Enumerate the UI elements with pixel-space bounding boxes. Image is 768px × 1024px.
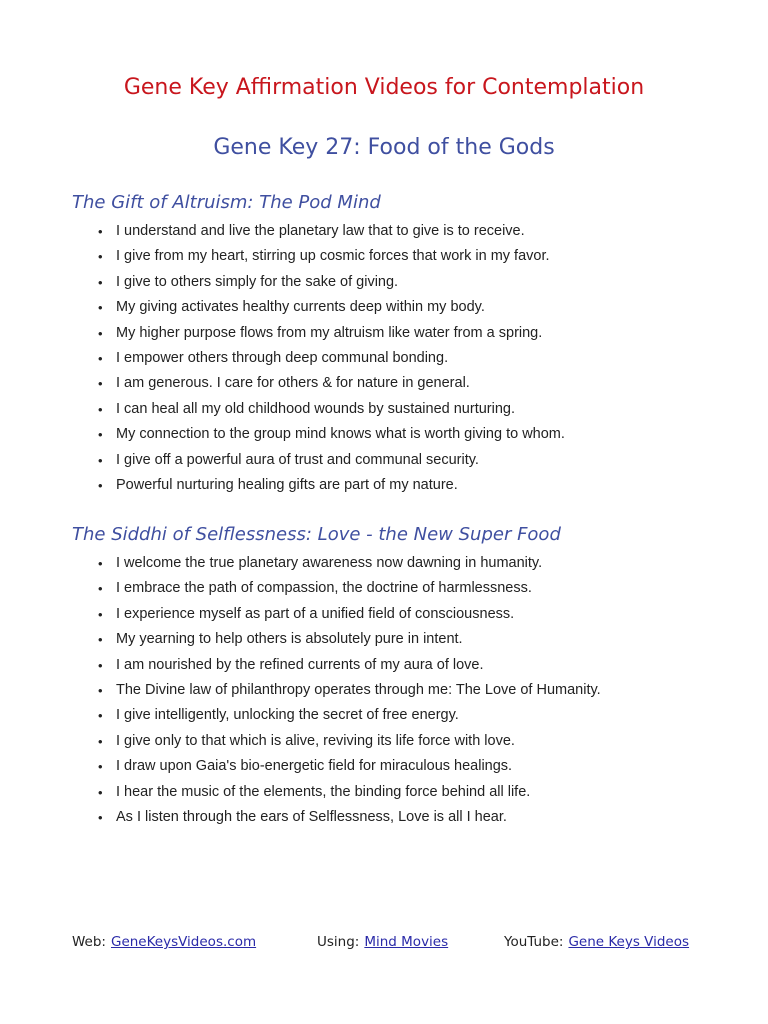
list-item-text: I give from my heart, stirring up cosmic forces that work in my favor. bbox=[116, 248, 550, 265]
list-item bbox=[96, 576, 736, 601]
list-item bbox=[96, 371, 736, 396]
list-item bbox=[96, 805, 736, 830]
list-item-text: I draw upon Gaia's bio-energetic field for miraculous healings. bbox=[116, 758, 513, 775]
page-subtitle: Gene Key 27: Food of the Gods bbox=[213, 135, 555, 160]
list-item-text: I embrace the path of compassion, the doctrine of harmlessness. bbox=[116, 580, 532, 597]
affirmation-list-siddhi bbox=[96, 551, 736, 830]
list-item bbox=[96, 602, 736, 627]
footer-web-label: Web: bbox=[72, 934, 106, 950]
footer-youtube-label: YouTube: bbox=[504, 934, 564, 950]
list-item bbox=[96, 703, 736, 728]
list-item-text: The Divine law of philanthropy operates through me: The Love of Humanity. bbox=[116, 681, 601, 698]
bullet-icon: • bbox=[98, 427, 103, 443]
footer bbox=[72, 932, 712, 952]
list-item bbox=[96, 321, 736, 346]
list-item bbox=[96, 627, 736, 652]
list-item-text: As I listen through the ears of Selflessness, Love is all I hear. bbox=[116, 808, 507, 825]
list-item bbox=[96, 551, 736, 576]
list-item bbox=[96, 729, 736, 754]
list-item-text: I experience myself as part of a unified field of consciousness. bbox=[116, 605, 515, 622]
list-item-text: My yearning to help others is absolutely pure in intent. bbox=[116, 631, 463, 648]
list-item bbox=[96, 473, 736, 498]
bullet-icon: • bbox=[98, 556, 103, 571]
page-title: Gene Key Affirmation Videos for Contemplation bbox=[123, 75, 645, 100]
list-item-text: I give intelligently, unlocking the secret of free energy. bbox=[116, 707, 459, 724]
affirmation-list-gift bbox=[96, 219, 736, 498]
list-item-text: I understand and live the planetary law that to give is to receive. bbox=[116, 223, 525, 239]
bullet-icon: • bbox=[98, 477, 103, 493]
list-item bbox=[96, 397, 736, 422]
list-item bbox=[96, 346, 736, 371]
bullet-icon: • bbox=[98, 784, 103, 800]
section-heading-siddhi: The Siddhi of Selflessness: Love - the New Super Food bbox=[72, 524, 561, 545]
list-item bbox=[96, 754, 736, 779]
bullet-icon: • bbox=[98, 733, 103, 749]
bullet-icon: • bbox=[98, 657, 103, 673]
bullet-icon: • bbox=[98, 401, 103, 417]
bullet-icon: • bbox=[98, 682, 103, 698]
list-item bbox=[96, 448, 736, 473]
list-item bbox=[96, 244, 736, 269]
bullet-icon: • bbox=[98, 632, 103, 648]
bullet-icon: • bbox=[98, 325, 103, 341]
list-item-text: I am generous. I care for others & for nature in general. bbox=[116, 375, 470, 392]
bullet-icon: • bbox=[98, 224, 103, 239]
list-item bbox=[96, 678, 736, 703]
list-item-text: I hear the music of the elements, the binding force behind all life. bbox=[116, 783, 531, 800]
list-item bbox=[96, 653, 736, 678]
list-item bbox=[96, 270, 736, 295]
bullet-icon: • bbox=[98, 452, 103, 468]
list-item-text: My giving activates healthy currents deep within my body. bbox=[116, 299, 485, 316]
footer-using-group bbox=[317, 932, 448, 952]
bullet-icon: • bbox=[98, 708, 103, 724]
bullet-icon: • bbox=[98, 376, 103, 392]
footer-youtube-link[interactable]: Gene Keys Videos bbox=[568, 934, 690, 950]
bullet-icon: • bbox=[98, 759, 103, 775]
list-item bbox=[96, 219, 736, 244]
list-item-text: I give to others simply for the sake of giving. bbox=[116, 273, 399, 290]
footer-using-link[interactable]: Mind Movies bbox=[364, 934, 449, 950]
footer-web-group bbox=[72, 932, 256, 952]
bullet-icon: • bbox=[98, 350, 103, 366]
footer-using-label: Using: bbox=[317, 934, 360, 950]
list-item-text: I can heal all my old childhood wounds by sustained nurturing. bbox=[116, 400, 515, 417]
bullet-icon: • bbox=[98, 581, 103, 597]
list-item bbox=[96, 422, 736, 447]
bullet-icon: • bbox=[98, 606, 103, 622]
list-item-text: I welcome the true planetary awareness now dawning in humanity. bbox=[116, 555, 543, 571]
list-item-text: I give only to that which is alive, reviving its life force with love. bbox=[116, 732, 515, 749]
bullet-icon: • bbox=[98, 274, 103, 290]
bullet-icon: • bbox=[98, 300, 103, 316]
bullet-icon: • bbox=[98, 249, 103, 265]
list-item bbox=[96, 295, 736, 320]
list-item-text: My higher purpose flows from my altruism like water from a spring. bbox=[116, 324, 543, 341]
list-item-text: I am nourished by the refined currents of my aura of love. bbox=[116, 656, 484, 673]
bullet-icon: • bbox=[98, 809, 103, 825]
footer-web-link[interactable]: GeneKeysVideos.com bbox=[110, 934, 257, 950]
list-item-text: I empower others through deep communal bonding. bbox=[116, 349, 449, 366]
list-item-text: My connection to the group mind knows what is worth giving to whom. bbox=[116, 426, 565, 443]
footer-youtube-group bbox=[504, 932, 689, 952]
list-item-text: I give off a powerful aura of trust and communal security. bbox=[116, 451, 479, 468]
list-item bbox=[96, 780, 736, 805]
section-heading-gift: The Gift of Altruism: The Pod Mind bbox=[72, 192, 381, 213]
list-item-text: Powerful nurturing healing gifts are part of my nature. bbox=[116, 476, 458, 493]
